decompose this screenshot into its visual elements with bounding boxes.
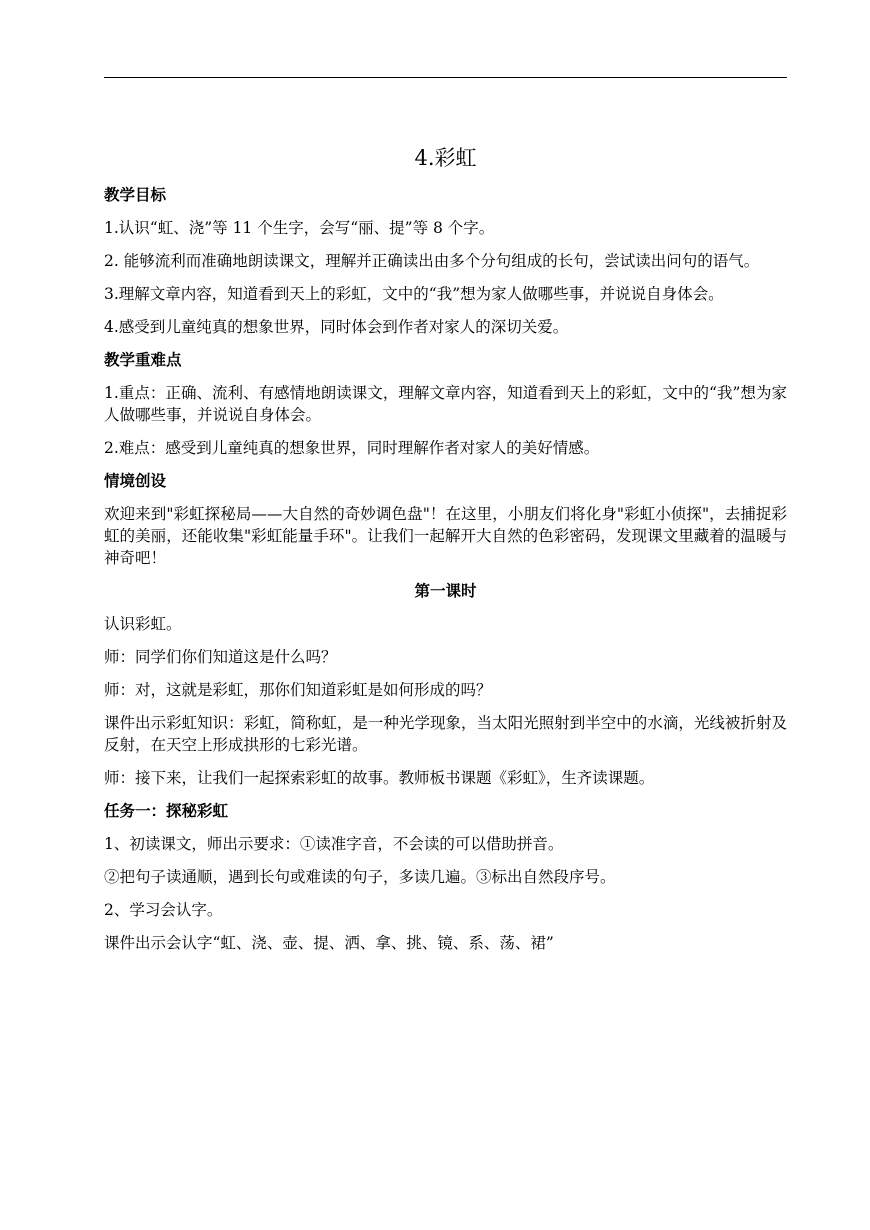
scenario-text: 欢迎来到"彩虹探秘局——大自然的奇妙调色盘"！在这里，小朋友们将化身"彩虹小侦探"，去捕捉彩虹的美丽，还能收集"彩虹能量手环"。让我们一起解开大自然的色彩密码，发现课文里藏着的温暖与神奇吧！ <box>104 505 787 567</box>
task1-line: ②把句子读通顺，遇到长句或难读的句子，多读几遍。③标出自然段序号。 <box>104 868 616 886</box>
goal-item: 2. 能够流利而准确地朗读课文，理解并正确读出由多个分句组成的长句，尝试读出问句的语气。 <box>104 252 760 270</box>
document-body <box>104 140 787 965</box>
lesson-line: 师：接下来，让我们一起探索彩虹的故事。教师板书课题《彩虹》，生齐读课题。 <box>104 769 655 787</box>
lesson-line: 课件出示彩虹知识：彩虹，简称虹，是一种光学现象，当太阳光照射到半空中的水滴，光线被折射及反射，在天空上形成拱形的七彩光谱。 <box>104 714 787 754</box>
goal-item: 3.理解文章内容，知道看到天上的彩虹，文中的“我”想为家人做哪些事，并说说自身体会。 <box>104 285 724 303</box>
header-rule <box>104 77 787 78</box>
goal-item: 1.认识“虹、浇”等 11 个生字，会写“丽、提”等 8 个字。 <box>104 219 495 237</box>
task1-line: 2、学习会认字。 <box>104 901 223 919</box>
lesson-heading: 第一课时 <box>414 581 477 600</box>
document-title: 4.彩虹 <box>414 146 477 170</box>
keypoint-item: 1.重点：正确、流利、有感情地朗读课文，理解文章内容，知道看到天上的彩虹，文中的“我”想为家人做哪些事，并说说自身体会。 <box>104 384 787 424</box>
keypoints-heading: 教学重难点 <box>104 350 182 369</box>
goals-heading: 教学目标 <box>104 185 167 204</box>
lesson-line: 师：对，这就是彩虹，那你们知道彩虹是如何形成的吗？ <box>104 681 492 699</box>
lesson-line: 认识彩虹。 <box>104 615 182 633</box>
keypoint-item: 2.难点：感受到儿童纯真的想象世界，同时理解作者对家人的美好情感。 <box>104 439 600 457</box>
scenario-heading: 情境创设 <box>104 471 167 490</box>
task1-line: 课件出示会认字“虹、浇、壶、提、洒、拿、挑、镜、系、荡、裙” <box>104 934 554 952</box>
lesson-line: 师：同学们你们知道这是什么吗？ <box>104 648 337 666</box>
goal-item: 4.感受到儿童纯真的想象世界，同时体会到作者对家人的深切关爱。 <box>104 318 569 336</box>
task1-heading: 任务一：探秘彩虹 <box>104 801 229 820</box>
task1-line: 1、初读课文，师出示要求：①读准字音，不会读的可以借助拼音。 <box>104 835 564 853</box>
